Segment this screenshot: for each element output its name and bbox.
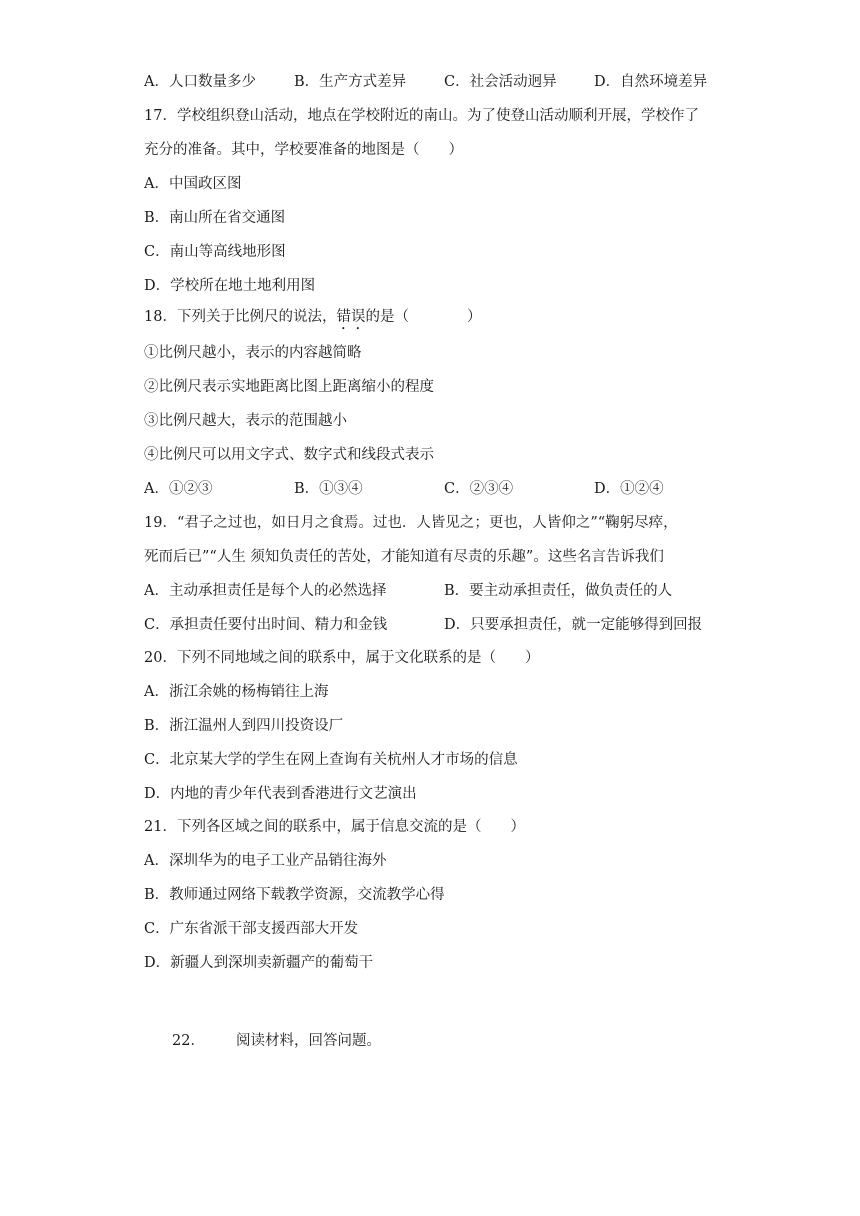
q17-option-d: D．学校所在地土地利用图 (144, 278, 316, 294)
q18-statement-3: ③比例尺越大，表示的范围越小 (144, 413, 347, 429)
q21-option-c: C．广东省派干部支援西部大开发 (144, 921, 359, 937)
q17-option-b: B．南山所在省交通图 (144, 210, 286, 226)
q16-option-a: A．人口数量多少 (144, 74, 256, 90)
q19-option-b: B．要主动承担责任，做负责任的人 (444, 583, 673, 599)
q17-option-a: A．中国政区图 (144, 176, 242, 192)
q18-stem-prefix: 18．下列关于比例尺的说法， (144, 309, 337, 325)
q18-stem (144, 307, 481, 333)
q21-option-d: D．新疆人到深圳卖新疆产的葡萄干 (144, 955, 374, 971)
q18-option-d: D．①②④ (594, 481, 664, 497)
q21-option-b: B．教师通过网络下载教学资源，交流教学心得 (144, 887, 445, 903)
q19-stem-line2: 死而后已”“人生 须知负责任的苦处，才能知道有尽责的乐趣”。这些名言告诉我们 (144, 549, 664, 565)
q19-option-a: A．主动承担责任是每个人的必然选择 (144, 583, 387, 599)
q20-option-d: D．内地的青少年代表到香港进行文艺演出 (144, 786, 417, 802)
q18-option-c: C．②③④ (444, 481, 514, 497)
q19-option-d: D．只要承担责任，就一定能够得到回报 (444, 617, 703, 633)
q19-stem-line1: 19．“君子之过也，如日月之食焉。过也．人皆见之；更也，人皆仰之”“鞠躬尽瘁， (144, 515, 678, 531)
q18-stem-suffix: 的是（ ） (365, 309, 482, 325)
q16-option-d: D．自然环境差异 (594, 74, 708, 90)
q21-stem: 21．下列各区域之间的联系中，属于信息交流的是（ ） (144, 819, 525, 835)
q20-option-a: A．浙江余姚的杨梅销往上海 (144, 684, 329, 700)
q17-stem-line2: 充分的准备。其中，学校要准备的地图是（ ） (144, 142, 463, 158)
q22-text: 阅读材料，回答问题。 (236, 1033, 381, 1049)
q18-option-b: B．①③④ (294, 481, 363, 497)
q17-option-c: C．南山等高线地形图 (144, 244, 286, 260)
q20-option-c: C．北京某大学的学生在网上查询有关杭州人才市场的信息 (144, 752, 518, 768)
q18-statement-1: ①比例尺越小，表示的内容越简略 (144, 345, 362, 361)
q20-stem: 20．下列不同地域之间的联系中，属于文化联系的是（ ） (144, 650, 540, 666)
q18-statement-2: ②比例尺表示实地距离比图上距离缩小的程度 (144, 379, 434, 395)
q18-statement-4: ④比例尺可以用文字式、数字式和线段式表示 (144, 447, 434, 463)
q16-option-c: C．社会活动迥异 (444, 74, 557, 90)
q18-stem-emphasis: 错误 (336, 309, 366, 325)
q18-option-a: A．①②③ (144, 481, 213, 497)
q22-number: 22． (172, 1033, 205, 1049)
q20-option-b: B．浙江温州人到四川投资设厂 (144, 718, 344, 734)
q16-option-b: B．生产方式差异 (294, 74, 407, 90)
q19-option-c: C．承担责任要付出时间、精力和金钱 (144, 617, 388, 633)
q21-option-a: A．深圳华为的电子工业产品销往海外 (144, 853, 387, 869)
q17-stem-line1: 17．学校组织登山活动，地点在学校附近的南山。为了使登山活动顺利开展，学校作了 (144, 108, 699, 124)
